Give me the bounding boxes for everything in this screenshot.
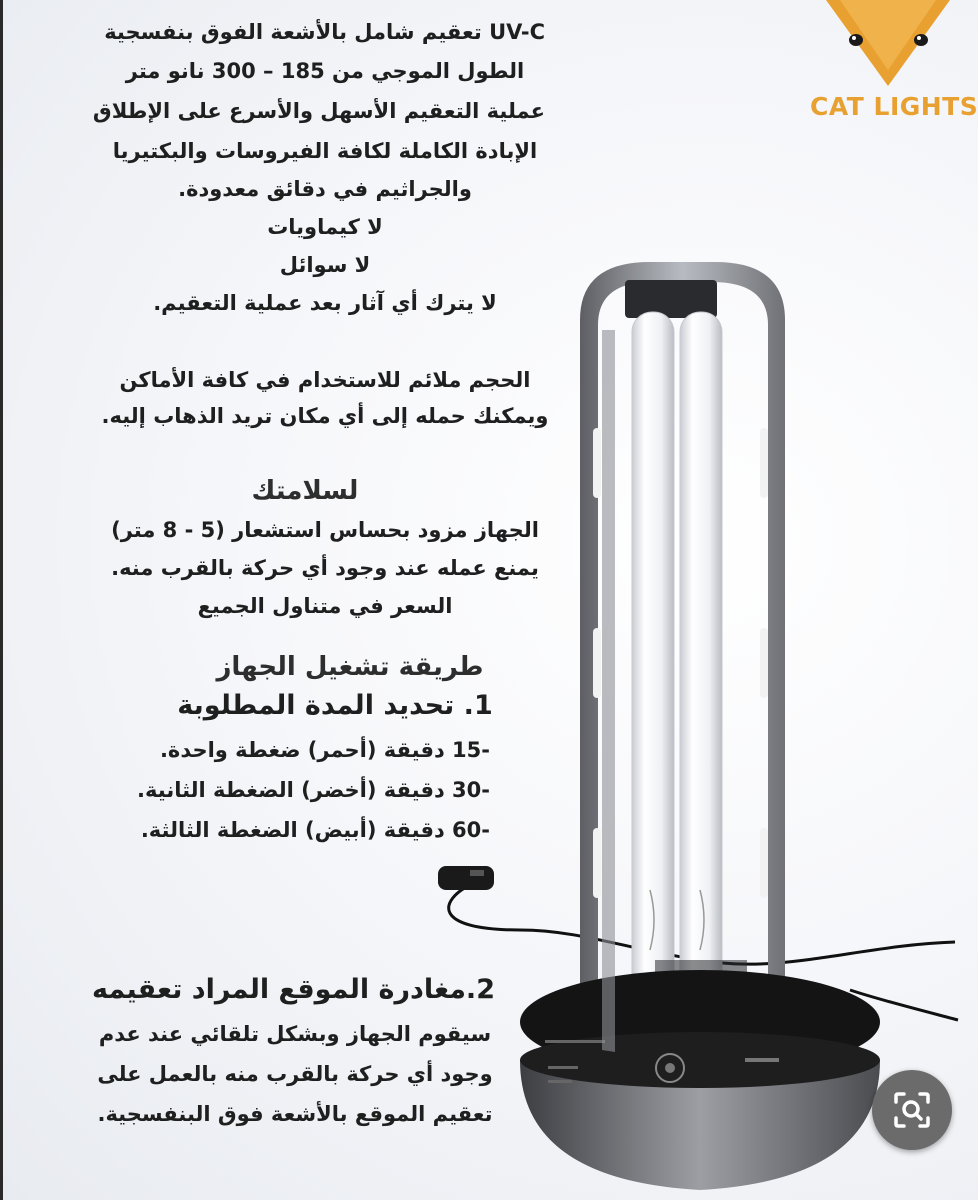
intro-line: لا يترك أي آثار بعد عملية التعقيم. [153,291,497,315]
safety-title: لسلامتك [251,476,359,506]
intro-line: والجراثيم في دقائق معدودة. [178,177,472,201]
step2-line: وجود أي حركة بالقرب منه بالعمل على [97,1062,493,1086]
step1-line: -15 دقيقة (أحمر) ضغطة واحدة. [159,738,490,762]
intro-line: الطول الموجي من 185 – 300 نانو متر [125,59,525,83]
power-plug [438,866,494,890]
step2-title: 2.مغادرة الموقع المراد تعقيمه [92,974,495,1005]
step1-line: -30 دقيقة (أخضر) الضغطة الثانية. [137,778,490,802]
safety-line: يمنع عمله عند وجود أي حركة بالقرب منه. [111,556,539,580]
intro-line: عملية التعقيم الأسهل والأسرع على الإطلاق [92,99,545,123]
step2-line: تعقيم الموقع بالأشعة فوق البنفسجية. [97,1102,493,1126]
fox-logo-icon [800,0,960,95]
portability-line: الحجم ملائم للاستخدام في كافة الأماكن [119,368,531,392]
portability-line: ويمكنك حمله إلى أي مكان تريد الذهاب إليه. [101,404,549,428]
step1-line: -60 دقيقة (أبيض) الضغطة الثالثة. [140,818,490,842]
safety-line: السعر في متناول الجميع [197,594,453,618]
visual-search-icon [892,1090,932,1130]
brand-logo [800,0,978,130]
intro-line: UV-C تعقيم شامل بالأشعة الفوق بنفسجية [104,20,545,44]
step2-line: سيقوم الجهاز وبشكل تلقائي عند عدم [98,1022,492,1046]
brand-name: CAT LIGHTS [810,92,978,121]
intro-line: لا سوائل [279,253,371,277]
intro-line: لا كيماويات [267,215,383,239]
left-border [0,0,3,1200]
intro-line: الإبادة الكاملة لكافة الفيروسات والبكتيريا [112,139,538,163]
operation-title: طريقة تشغيل الجهاز [216,652,484,682]
step1-title: 1. تحديد المدة المطلوبة [177,690,493,721]
safety-line: الجهاز مزود بحساس استشعار (5 - 8 متر) [111,518,539,542]
visual-search-button[interactable] [872,1070,952,1150]
